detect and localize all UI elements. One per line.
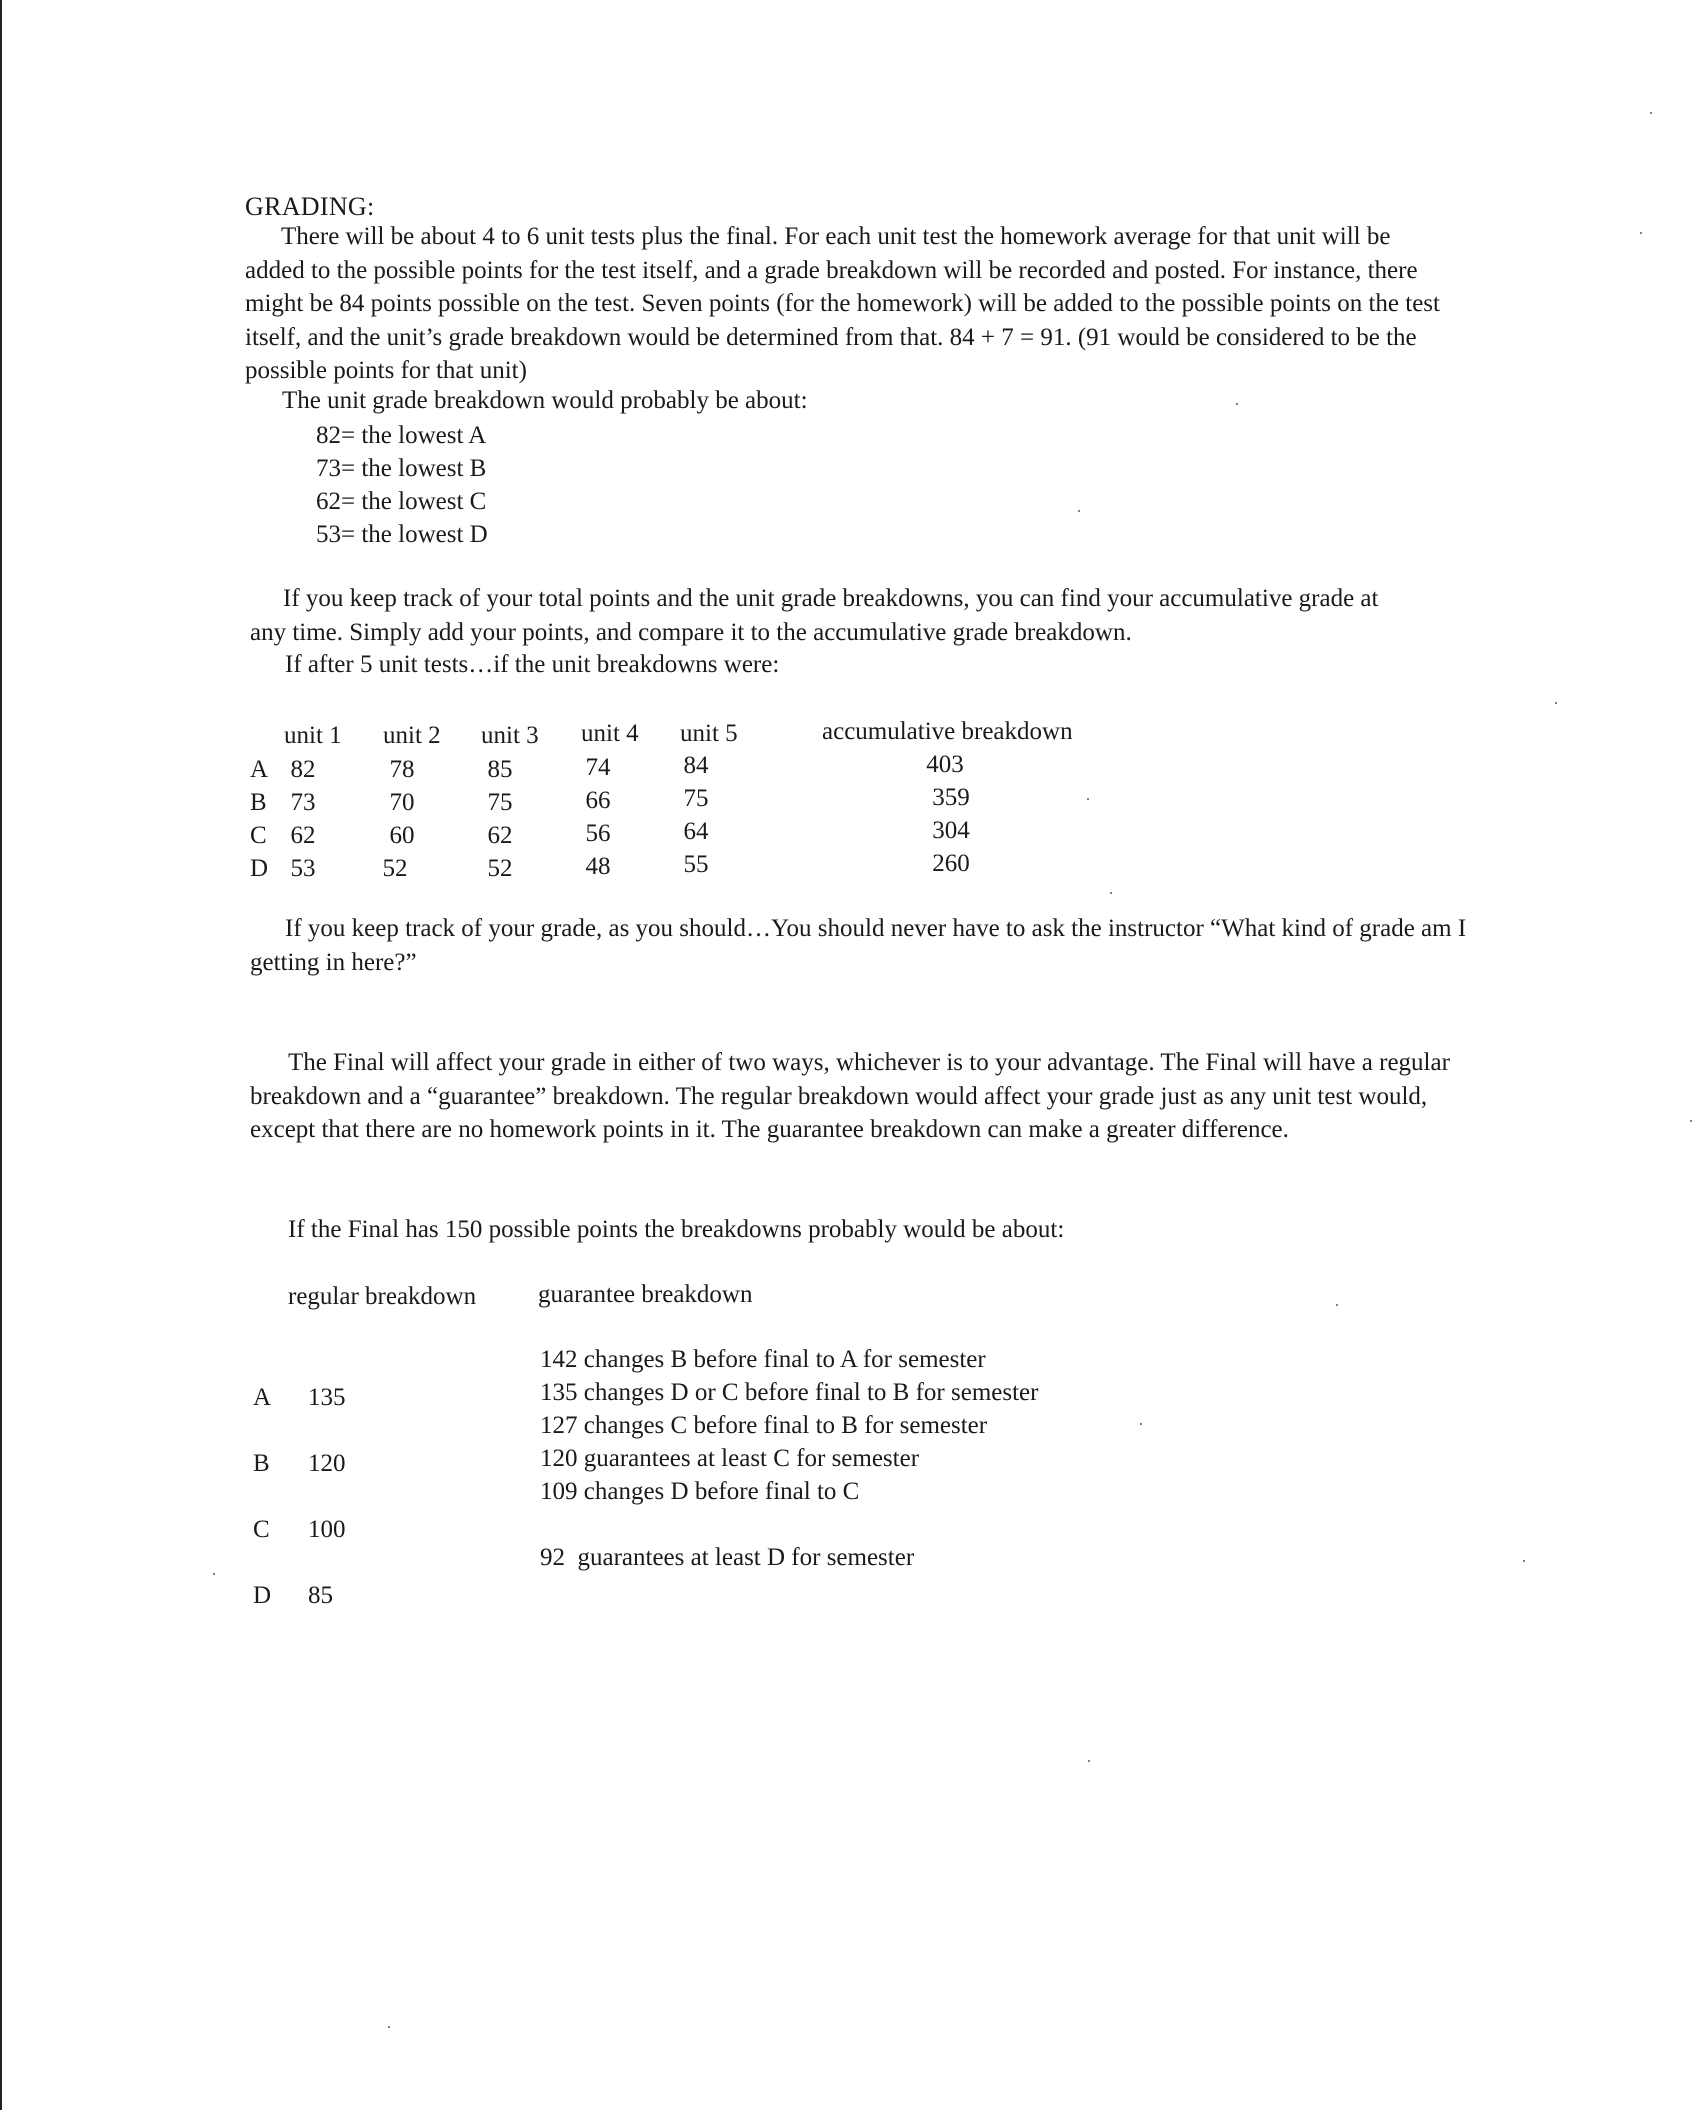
table-cell: 82 — [290, 756, 316, 783]
scan-speck — [1555, 702, 1557, 704]
guarantee-breakdown-item: 127 changes C before final to B for semester — [540, 1412, 988, 1439]
guarantee-breakdown-item: 135 changes D or C before final to B for semester — [540, 1379, 1039, 1406]
keep-track-paragraph: If you keep track of your grade, as you should…You should never have to ask the instructor “What kind of grade am I getting in here?” — [250, 915, 1467, 976]
table-cell: 78 — [389, 756, 415, 783]
table-cell: 64 — [683, 818, 709, 845]
scan-speck — [213, 1573, 215, 1575]
after-five-line: If after 5 unit tests…if the unit breakdowns were: — [285, 651, 780, 678]
regular-breakdown-value: 120 — [308, 1450, 346, 1477]
column-header: accumulative breakdown — [822, 718, 1073, 745]
regular-breakdown-value: 135 — [308, 1384, 346, 1411]
guarantee-breakdown-item: 120 guarantees at least C for semester — [540, 1445, 920, 1472]
table-cell: 62 — [487, 822, 513, 849]
table-cell: 60 — [389, 822, 415, 849]
guarantee-breakdown-item: 142 changes B before final to A for semester — [540, 1346, 986, 1373]
regular-breakdown-value: 100 — [308, 1516, 346, 1543]
final-points-line: If the Final has 150 possible points the breakdowns probably would be about: — [288, 1216, 1065, 1243]
table-cell: 52 — [487, 855, 513, 882]
scan-speck — [1523, 1560, 1525, 1562]
grade-label: A — [250, 756, 269, 783]
column-header: unit 5 — [680, 720, 738, 747]
scan-speck — [1690, 1120, 1692, 1122]
final-paragraph: The Final will affect your grade in either of two ways, whichever is to your advantage. The Final will have a regular breakdown and a “guarantee” breakdown. The regular breakdown would affect your grade just as any unit test would, except that there are no homework points in it. The guarantee breakdown can make a greater difference. — [250, 1049, 1450, 1143]
unit-breakdown-item: 73= the lowest B — [316, 455, 487, 482]
table-cell: 55 — [683, 851, 709, 878]
accumulative-total: 403 — [926, 751, 964, 778]
table-cell: 48 — [585, 853, 611, 880]
grade-label: D — [250, 855, 269, 882]
scan-speck — [1110, 892, 1112, 894]
table-cell: 70 — [389, 789, 415, 816]
scan-speck — [1140, 1423, 1142, 1425]
table-cell: 75 — [487, 789, 513, 816]
accumulative-total: 304 — [932, 817, 970, 844]
grade-label: C — [250, 822, 267, 849]
accumulative-total: 260 — [932, 850, 970, 877]
unit-breakdown-item: 82= the lowest A — [316, 422, 487, 449]
scan-speck — [1336, 1304, 1338, 1306]
column-header: unit 1 — [284, 722, 342, 749]
scan-speck — [1087, 798, 1089, 800]
column-header: unit 2 — [383, 722, 441, 749]
guarantee-breakdown-header: guarantee breakdown — [538, 1281, 753, 1308]
unit-breakdown-item: 62= the lowest C — [316, 488, 487, 515]
table-cell: 84 — [683, 752, 709, 779]
scan-speck — [1236, 403, 1238, 405]
scan-left-edge — [0, 0, 2, 2110]
unit-breakdown-item: 53= the lowest D — [316, 521, 488, 548]
accumulative-total: 359 — [932, 784, 970, 811]
grade-label: C — [253, 1516, 270, 1543]
table-cell: 73 — [290, 789, 316, 816]
column-header: unit 3 — [481, 722, 539, 749]
track-paragraph: If you keep track of your total points and the unit grade breakdowns, you can find your accumulative grade at any time. Simply add your points, and compare it to the accumulative grade breakdown. — [250, 585, 1379, 646]
grade-label: A — [253, 1384, 272, 1411]
table-cell: 74 — [585, 754, 611, 781]
regular-breakdown-header: regular breakdown — [288, 1283, 477, 1310]
unit-breakdown-intro: The unit grade breakdown would probably be about: — [282, 387, 808, 414]
table-cell: 75 — [683, 785, 709, 812]
grade-label: B — [250, 789, 267, 816]
table-cell: 85 — [487, 756, 513, 783]
table-cell: 66 — [585, 787, 611, 814]
table-cell: 56 — [585, 820, 611, 847]
grade-label: B — [253, 1450, 270, 1477]
scan-speck — [1088, 1760, 1090, 1762]
grade-label: D — [253, 1582, 272, 1609]
guarantee-breakdown-item: 109 changes D before final to C — [540, 1478, 860, 1505]
grading-paragraph: There will be about 4 to 6 unit tests plus the final. For each unit test the homework average for that unit will be added to the possible points for the test itself, and a grade breakdown will be recorded and posted. For instance, there might be 84 points possible on the test. Seven points (for the homework) will be added to the possible points on the test itself, and the unit’s grade breakdown would be determined from that. 84 + 7 = 91. (91 would be considered to be the possible points for that unit) — [245, 223, 1440, 384]
guarantee-breakdown-item: 92 guarantees at least D for semester — [540, 1544, 915, 1571]
table-cell: 62 — [290, 822, 316, 849]
table-cell: 52 — [382, 855, 408, 882]
scan-speck — [388, 2026, 390, 2028]
table-cell: 53 — [290, 855, 316, 882]
grading-heading: GRADING: — [245, 192, 375, 221]
scan-speck — [1640, 232, 1642, 234]
regular-breakdown-value: 85 — [308, 1582, 333, 1609]
scan-speck — [1078, 510, 1080, 512]
column-header: unit 4 — [581, 720, 639, 747]
scan-speck — [1650, 112, 1652, 114]
